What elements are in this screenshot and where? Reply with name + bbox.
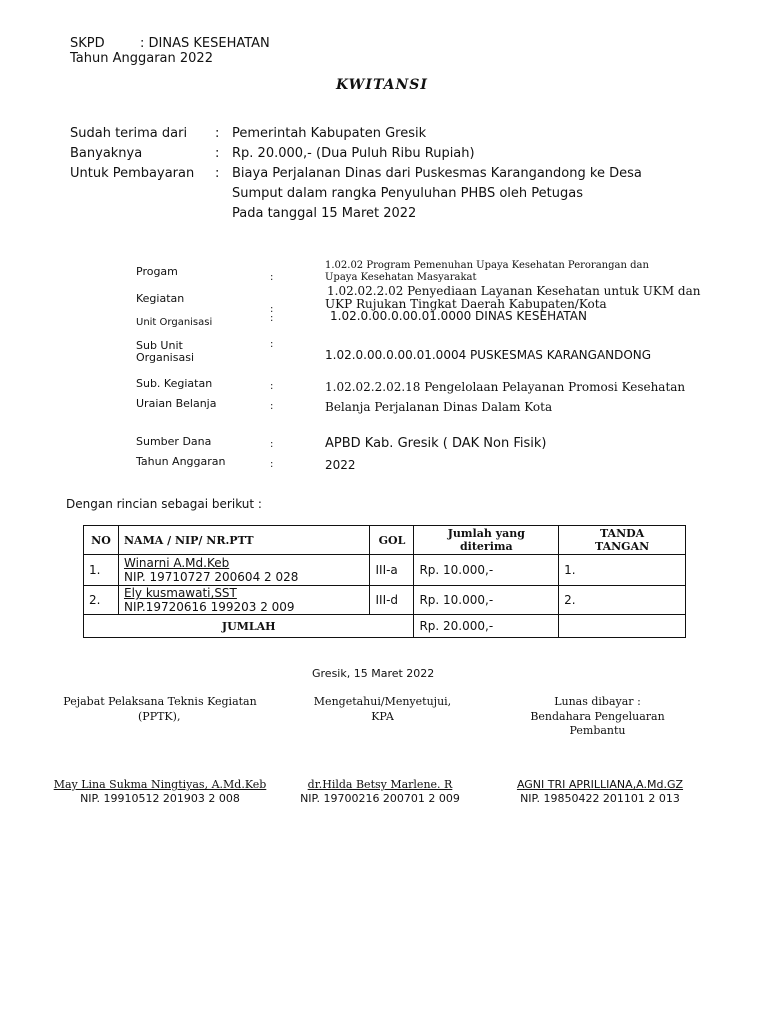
rincian-table: [83, 525, 686, 638]
subunit-label-1: Sub Unit: [136, 339, 183, 352]
place-date: Gresik, 15 Maret 2022: [312, 667, 435, 680]
colon: :: [215, 146, 220, 161]
row-jumlah: Rp. 10.000,-: [414, 586, 559, 615]
total-row: [84, 615, 686, 638]
signature-name-pptk: May Lina Sukma Ningtiyas, A.Md.Keb: [53, 778, 267, 791]
header-no: NO: [84, 526, 119, 555]
sumber-value: APBD Kab. Gresik ( DAK Non Fisik): [325, 436, 547, 451]
kegiatan-line-1: 1.02.02.2.02 Penyediaan Layanan Kesehatan untuk UKM dan: [327, 284, 701, 298]
row-nama-nip: [118, 555, 370, 586]
row-gol: III-a: [370, 555, 414, 586]
unit-value: 1.02.0.00.0.00.01.0000 DINAS KESEHATAN: [330, 309, 587, 323]
program-line-1: 1.02.02 Program Pemenuhan Upaya Kesehatan Perorangan dan: [325, 260, 649, 271]
rincian-intro: Dengan rincian sebagai berikut :: [66, 497, 262, 511]
signature-nip-bendahara: NIP. 19850422 201101 2 013: [520, 792, 680, 805]
row-ttd: 2.: [559, 586, 686, 615]
subkegiatan-label: Sub. Kegiatan: [136, 377, 213, 390]
document-title: KWITANSI: [336, 77, 428, 93]
program-label: Progam: [136, 265, 178, 278]
signature-nip-pptk: NIP. 19910512 201903 2 008: [80, 792, 240, 805]
header-tanda-tangan: [559, 526, 686, 555]
kegiatan-line-2: UKP Rujukan Tingkat Daerah Kabupaten/Kota: [325, 297, 607, 311]
untuk-line-1: Biaya Perjalanan Dinas dari Puskesmas Karangandong ke Desa: [232, 166, 642, 181]
subunit-label-2: Organisasi: [136, 351, 194, 364]
skpd-value: : DINAS KESEHATAN: [140, 36, 270, 51]
signature-role-bendahara-2: Bendahara Pengeluaran: [530, 710, 665, 723]
row-nip: NIP.19720616 199203 2 009: [123, 600, 295, 614]
untuk-label: Untuk Pembayaran: [70, 166, 195, 181]
colon: :: [270, 313, 274, 324]
header-tanda-line-1: TANDA: [599, 527, 645, 540]
row-nama-nip: [118, 586, 370, 615]
skpd-label: SKPD: [70, 36, 105, 51]
row-ttd: 1.: [559, 555, 686, 586]
row-nama: Ely kusmawati,SST: [123, 586, 237, 600]
tahun-value: 2022: [325, 458, 356, 472]
signature-name-kpa: dr.Hilda Betsy Marlene. R: [307, 778, 453, 791]
banyak-value: Rp. 20.000,- (Dua Puluh Ribu Rupiah): [232, 146, 475, 161]
tahun-anggaran-header: Tahun Anggaran 2022: [70, 51, 213, 66]
signature-name-bendahara: AGNI TRI APRILLIANA,A.Md.GZ: [516, 778, 684, 791]
total-label: JUMLAH: [84, 615, 414, 638]
colon: :: [270, 304, 274, 315]
colon: :: [215, 126, 220, 141]
uraian-value: Belanja Perjalanan Dinas Dalam Kota: [325, 400, 553, 414]
untuk-line-3: Pada tanggal 15 Maret 2022: [232, 206, 417, 221]
header-jumlah-line-1: Jumlah yang: [447, 527, 525, 540]
colon: :: [270, 459, 274, 470]
row-no: 2.: [84, 586, 119, 615]
signature-role-bendahara-3: Pembantu: [569, 724, 626, 737]
colon: :: [270, 439, 274, 450]
terima-label: Sudah terima dari: [70, 126, 188, 141]
table-row: [84, 555, 686, 586]
subunit-value: 1.02.0.00.0.00.01.0004 PUSKESMAS KARANGANDONG: [325, 348, 652, 362]
row-nip: NIP. 19710727 200604 2 028: [123, 570, 299, 584]
row-gol: III-d: [370, 586, 414, 615]
terima-value: Pemerintah Kabupaten Gresik: [232, 126, 427, 141]
row-jumlah: Rp. 10.000,-: [414, 555, 559, 586]
table-row: [84, 586, 686, 615]
row-no: 1.: [84, 555, 119, 586]
signature-role-kpa-1: Mengetahui/Menyetujui,: [313, 695, 452, 708]
signature-role-pptk-2: (PPTK),: [138, 710, 181, 723]
uraian-label: Uraian Belanja: [136, 397, 217, 410]
banyak-label: Banyaknya: [70, 146, 143, 161]
signature-role-pptk-1: Pejabat Pelaksana Teknis Kegiatan: [63, 695, 257, 708]
untuk-line-2: Sumput dalam rangka Penyuluhan PHBS oleh Petugas: [232, 186, 583, 201]
subkegiatan-value: 1.02.02.2.02.18 Pengelolaan Pelayanan Promosi Kesehatan: [325, 380, 686, 394]
tahun-label: Tahun Anggaran: [136, 455, 226, 468]
unit-label: Unit Organisasi: [136, 317, 213, 328]
total-empty: [559, 615, 686, 638]
colon: :: [270, 339, 274, 350]
signature-role-bendahara-1: Lunas dibayar :: [554, 695, 641, 708]
colon: :: [270, 381, 274, 392]
kegiatan-label: Kegiatan: [136, 292, 185, 305]
signature-role-kpa-2: KPA: [371, 710, 394, 723]
program-line-2: Upaya Kesehatan Masyarakat: [325, 272, 477, 283]
header-tanda-line-2: TANGAN: [595, 540, 650, 553]
signature-nip-kpa: NIP. 19700216 200701 2 009: [300, 792, 460, 805]
header-nama: NAMA / NIP/ NR.PTT: [118, 526, 370, 555]
colon: :: [270, 401, 274, 412]
table-header-row: [84, 526, 686, 555]
colon: :: [270, 272, 274, 283]
header-gol: GOL: [370, 526, 414, 555]
header-jumlah-line-2: diterima: [459, 540, 513, 553]
sumber-label: Sumber Dana: [136, 435, 212, 448]
total-value: Rp. 20.000,-: [414, 615, 559, 638]
colon: :: [215, 166, 220, 181]
row-nama: Winarni A.Md.Keb: [123, 556, 230, 570]
header-jumlah: [414, 526, 559, 555]
